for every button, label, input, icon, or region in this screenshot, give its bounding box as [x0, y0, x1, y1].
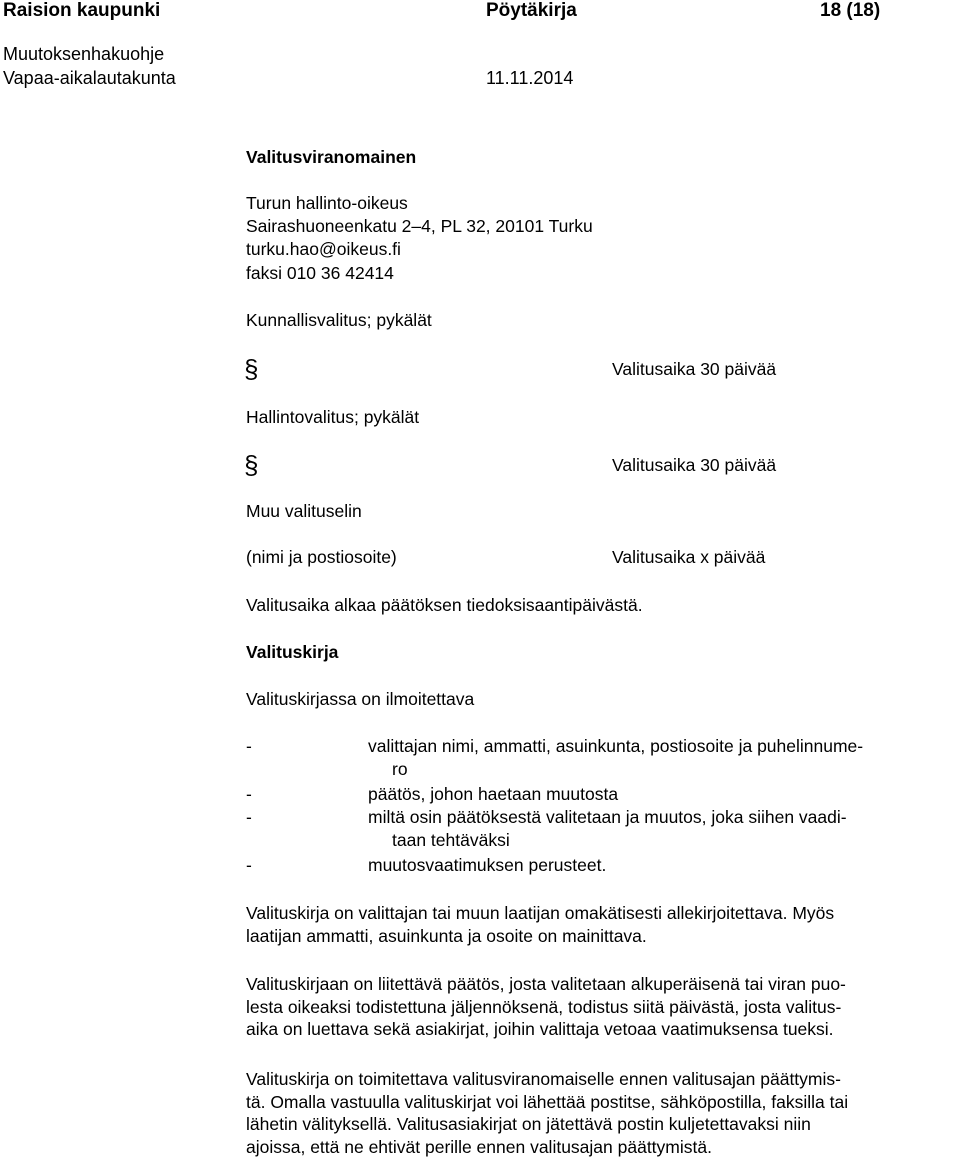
- list-item-line: valittajan nimi, ammatti, asuinkunta, postiosoite ja puhelinnume-: [368, 736, 864, 756]
- other-appeal-period: Valitusaika x päivää: [612, 547, 766, 567]
- body-name: Vapaa-aikalautakunta: [3, 68, 176, 88]
- other-appeal-body-label: Muu valituselin: [246, 501, 362, 521]
- appeal-letter-intro: Valituskirjassa on ilmoitettava: [246, 689, 475, 709]
- document-subtitle: Muutoksenhakuohje: [3, 44, 165, 64]
- paragraph-line: tä. Omalla vastuulla valituskirjat voi lähettää postitse, sähköpostilla, faksilla tai: [246, 1091, 849, 1112]
- attachments-paragraph: [246, 973, 958, 1041]
- page-number: 18 (18): [820, 0, 881, 21]
- signature-paragraph: [246, 902, 958, 947]
- authority-name: Turun hallinto-oikeus: [246, 193, 408, 213]
- administrative-appeal-label: Hallintovalitus; pykälät: [246, 407, 420, 427]
- delivery-paragraph: [246, 1068, 958, 1158]
- authority-address: Sairashuoneenkatu 2–4, PL 32, 20101 Turku: [246, 216, 593, 236]
- paragraph-line: lesta oikeaksi todistettuna jäljennöksenä, todistus siitä päivästä, josta valitus-: [246, 996, 842, 1017]
- list-dash: -: [246, 736, 252, 756]
- list-item-line: taan tehtäväksi: [392, 829, 510, 850]
- list-item-line: muutosvaatimuksen perusteet.: [368, 855, 607, 875]
- section-sign-municipal: §: [244, 354, 259, 384]
- list-item-line: ro: [392, 758, 408, 779]
- list-dash: -: [246, 807, 252, 827]
- section-sign-administrative: §: [244, 450, 259, 480]
- list-dash: -: [246, 855, 252, 875]
- other-appeal-body-address: (nimi ja postiosoite): [246, 547, 397, 567]
- list-item-line: päätös, johon haetaan muutosta: [368, 784, 619, 804]
- meeting-date: 11.11.2014: [486, 68, 574, 88]
- paragraph-line: aika on luettava sekä asiakirjat, joihin valittaja vetoaa vaatimuksensa tueksi.: [246, 1019, 834, 1039]
- administrative-appeal-period: Valitusaika 30 päivää: [612, 455, 777, 475]
- municipal-appeal-period: Valitusaika 30 päivää: [612, 359, 777, 379]
- paragraph-line: laatijan ammatti, asuinkunta ja osoite on mainittava.: [246, 925, 647, 946]
- paragraph-line: Valituskirja on valittajan tai muun laatijan omakätisesti allekirjoitettava. Myös: [246, 903, 835, 923]
- paragraph-line: lähetin välityksellä. Valitusasiakirjat on jätettävä postin kuljetettavaksi niin: [246, 1114, 811, 1134]
- paragraph-line: Valituskirja on toimitettava valitusviranomaiselle ennen valitusajan päättymis-: [246, 1069, 841, 1089]
- list-item-line: miltä osin päätöksestä valitetaan ja muutos, joka siihen vaadi-: [368, 807, 847, 827]
- authority-email: turku.hao@oikeus.fi: [246, 239, 401, 259]
- list-dash: -: [246, 784, 252, 804]
- authority-fax: faksi 010 36 42414: [246, 263, 394, 283]
- paragraph-line: Valituskirjaan on liitettävä päätös, josta valitetaan alkuperäisenä tai viran puo-: [246, 974, 846, 994]
- municipal-appeal-label: Kunnallisvalitus; pykälät: [246, 310, 432, 330]
- organization-name: Raision kaupunki: [3, 0, 161, 21]
- authority-heading: Valitusviranomainen: [246, 147, 417, 167]
- paragraph-line: ajoissa, että ne ehtivät perille ennen valitusajan päättymistä.: [246, 1136, 712, 1157]
- appeal-letter-heading: Valituskirja: [246, 642, 339, 662]
- document-type: Pöytäkirja: [486, 0, 577, 21]
- appeal-period-start-note: Valitusaika alkaa päätöksen tiedoksisaantipäivästä.: [246, 595, 643, 615]
